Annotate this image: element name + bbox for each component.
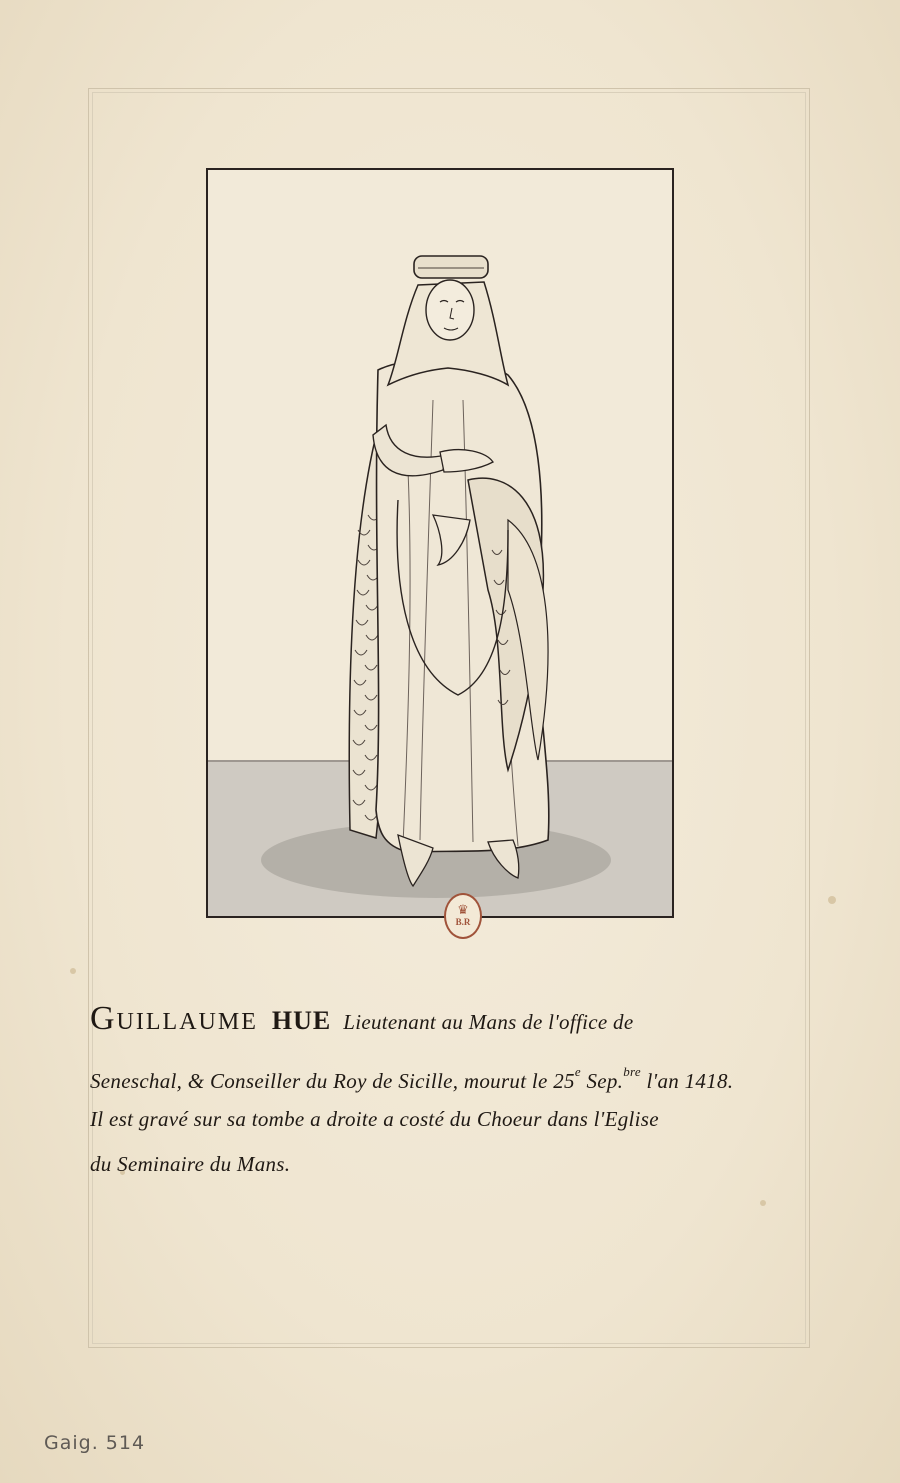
- subject-last-name: HUE: [271, 1006, 332, 1035]
- crown-icon: ♛: [457, 903, 469, 918]
- caption-line-2-text-b: Sep.: [580, 1069, 624, 1093]
- caption-line-2-text-c: l'an 1418.: [640, 1069, 734, 1093]
- caption-line-1: [90, 1000, 633, 1038]
- face: [426, 280, 474, 340]
- illustration-frame: [206, 168, 674, 918]
- caption-line-2-text-a: Seneschal, & Conseiller du Roy de Sicille, mourut le 25: [90, 1069, 575, 1093]
- subject-first-name: Guillaume: [90, 1000, 258, 1037]
- foxing-spot: [70, 968, 76, 974]
- foxing-spot: [828, 896, 836, 904]
- library-stamp: [444, 893, 482, 939]
- shelfmark: Gaig. 514: [44, 1432, 146, 1454]
- stamp-label: B.R: [455, 917, 471, 927]
- caption-line-3: Il est gravé sur sa tombe a droite a costé du Choeur dans l'Eglise: [90, 1107, 659, 1131]
- effigy-drawing: [208, 170, 672, 916]
- caption-superscript-bre: bre: [623, 1064, 641, 1079]
- caption-line-4: du Seminaire du Mans.: [90, 1152, 291, 1176]
- caption-line-2: [90, 1064, 733, 1094]
- hat: [414, 256, 488, 278]
- caption-line-1-text: Lieutenant au Mans de l'office de: [343, 1010, 634, 1034]
- caption-superscript-e: e: [574, 1064, 581, 1079]
